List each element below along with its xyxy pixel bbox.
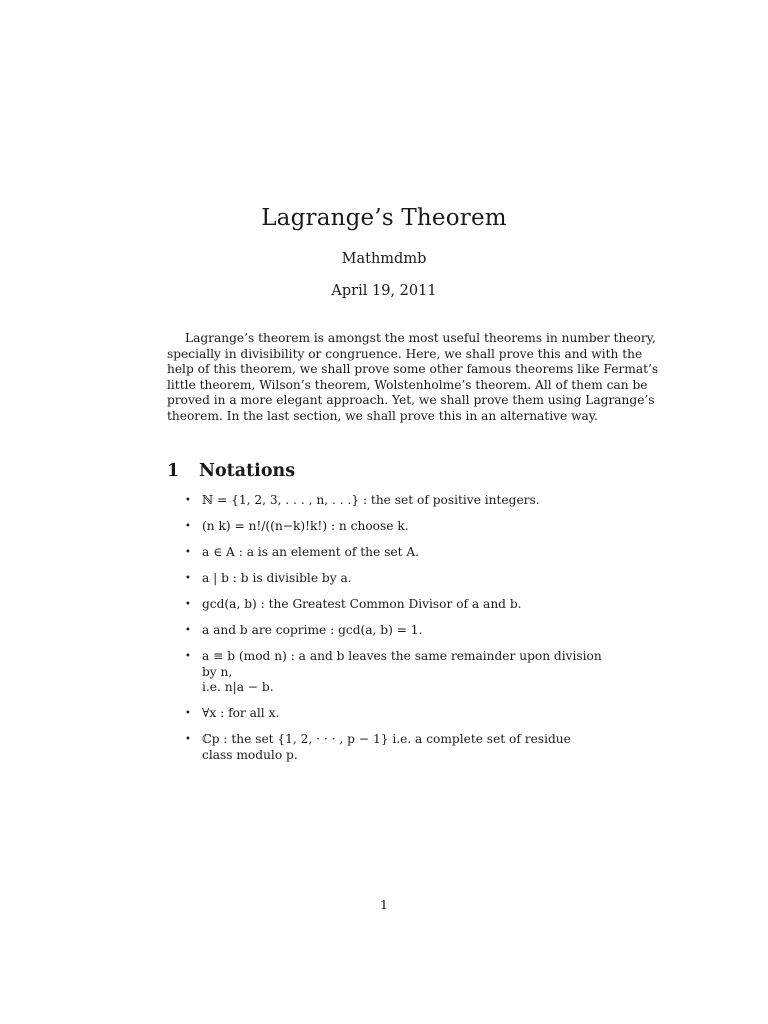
list-item	[185, 493, 605, 509]
section-number: 1	[167, 461, 180, 481]
bullet-icon: •	[185, 546, 191, 558]
list-item	[185, 597, 605, 613]
bullet-icon: •	[185, 624, 191, 636]
bullet-icon: •	[185, 598, 191, 610]
abstract-line: specially in divisibility or congruence. Here, we shall prove this and with the	[167, 346, 643, 361]
list-item	[185, 545, 605, 561]
list-item-text: a and b are coprime : gcd(a, b) = 1.	[202, 622, 423, 637]
page-number: 1	[380, 897, 388, 912]
list-item	[185, 732, 605, 763]
document-title: Lagrange’s Theorem	[261, 205, 507, 231]
list-item-text: ∀x : for all x.	[202, 706, 280, 721]
section-heading	[167, 461, 295, 481]
bullet-icon: •	[185, 650, 191, 662]
list-item-text: ℕ = {1, 2, 3, . . . , n, . . .} : the set of positive integers.	[202, 493, 540, 507]
list-item-text: a ∈ A : a is an element of the set A.	[202, 544, 420, 559]
list-item	[185, 623, 605, 639]
list-item-continuation: i.e. n|a − b.	[202, 680, 274, 695]
list-item-text: a | b : b is divisible by a.	[202, 570, 352, 585]
list-item	[185, 571, 605, 587]
document-author: Mathmdmb	[341, 251, 427, 267]
abstract-line: Lagrange’s theorem is amongst the most useful theorems in number theory,	[185, 331, 656, 345]
bullet-icon: •	[185, 572, 191, 584]
section-title: Notations	[199, 461, 296, 481]
abstract-line: help of this theorem, we shall prove some other famous theorems like Fermat’s	[167, 362, 659, 377]
bullet-icon: •	[185, 734, 191, 746]
abstract	[167, 331, 659, 425]
bullet-icon: •	[185, 520, 191, 532]
list-item-text: gcd(a, b) : the Greatest Common Divisor of a and b.	[202, 596, 522, 611]
document-date: April 19, 2011	[331, 283, 437, 299]
list-item	[185, 519, 605, 535]
list-item-text: ℂp : the set {1, 2, · · · , p − 1} i.e. a complete set of residue class modulo p.	[202, 732, 571, 762]
list-item	[185, 649, 605, 696]
list-item	[185, 706, 605, 722]
abstract-line: proved in a more elegant approach. Yet, we shall prove them using Lagrange’s	[167, 393, 655, 408]
list-item-text: (n k) = n!/((n−k)!k!) : n choose k.	[202, 518, 409, 533]
abstract-line: theorem. In the last section, we shall prove this in an alternative way.	[167, 408, 598, 423]
notation-list	[185, 493, 605, 774]
list-item-text: a ≡ b (mod n) : a and b leaves the same remainder upon division by n,	[202, 648, 602, 679]
abstract-line: little theorem, Wilson’s theorem, Wolstenholme’s theorem. All of them can be	[167, 377, 648, 392]
bullet-icon: •	[185, 495, 191, 506]
bullet-icon: •	[185, 708, 191, 720]
